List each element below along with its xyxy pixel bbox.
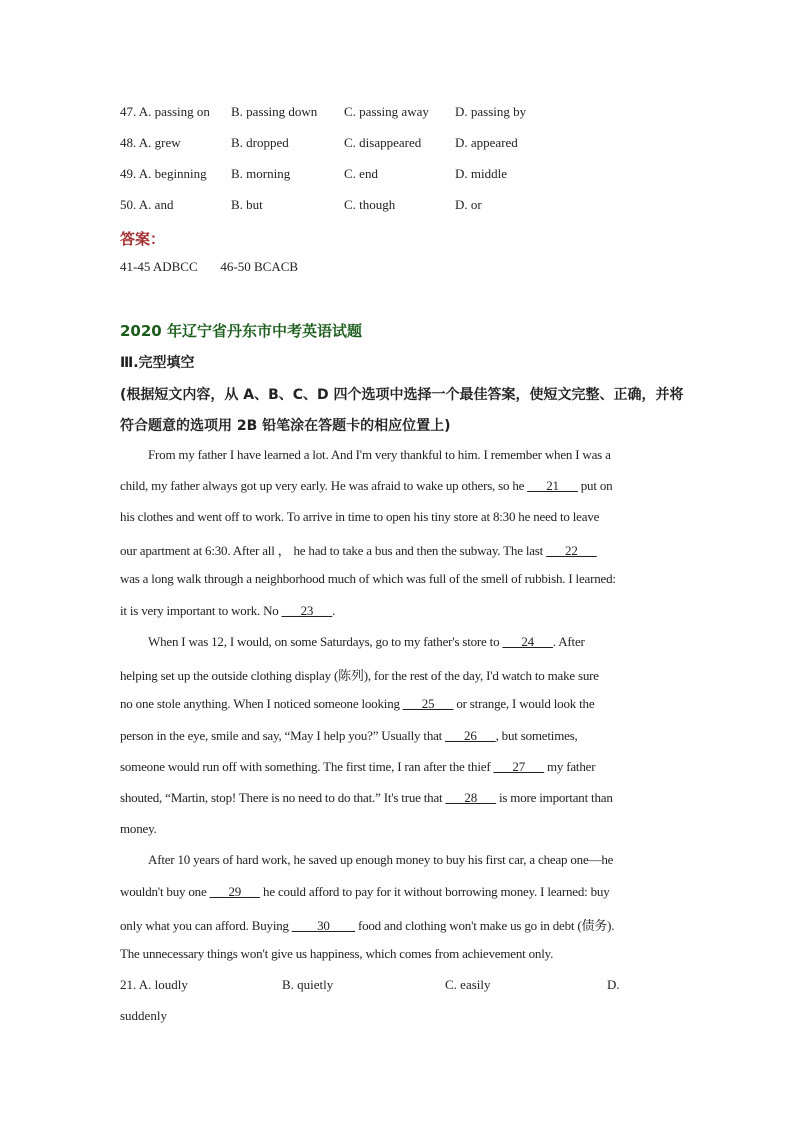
blank-24: ___24___	[502, 634, 553, 649]
section-title: 2020 年辽宁省丹东市中考英语试题	[120, 322, 362, 340]
passage-line: The unnecessary things won't give us happiness, which comes from achievement only.	[120, 946, 554, 961]
passage-line: person in the eye, smile and say, “May I help you?” Usually that ___26___, but sometimes,	[120, 728, 578, 743]
option-b: B. but	[231, 197, 263, 212]
blank-27: ___27___	[493, 759, 544, 774]
option-d: D. middle	[455, 166, 507, 181]
option-a: 48. A. grew	[120, 135, 181, 150]
answer-label: 答案：	[120, 230, 166, 248]
passage-line: money.	[120, 821, 157, 836]
blank-26: ___26___	[445, 728, 496, 743]
option-c: C. disappeared	[344, 135, 422, 150]
passage-line: only what you can afford. Buying ____30____ food and clothing won't make us go in debt (债务).	[120, 918, 615, 933]
blank-21: ___21___	[527, 478, 578, 493]
option-c: C. though	[344, 197, 396, 212]
option-b: B. dropped	[231, 135, 289, 150]
passage-line: helping set up the outside clothing display (陈列), for the rest of the day, I'd watch to make sure	[120, 668, 599, 683]
option-a: 47. A. passing on	[120, 104, 210, 119]
option-21-d-text: suddenly	[120, 1008, 167, 1023]
blank-22: ___22___	[546, 543, 597, 558]
answer-key: 41-45 ADBCC 46-50 BCACB	[120, 259, 299, 274]
option-d: D. appeared	[455, 135, 518, 150]
passage-line: child, my father always got up very early. He was afraid to wake up others, so he ___21___ put on	[120, 478, 613, 493]
option-b: B. passing down	[231, 104, 318, 119]
blank-28: ___28___	[445, 790, 496, 805]
instruction-line-1: (根据短文内容，从 A、B、C、D 四个选项中选择一个最佳答案，使短文完整、正确，并将	[120, 387, 684, 403]
blank-23: ___23___	[281, 603, 333, 618]
blank-25: ___25___	[402, 696, 454, 711]
instruction-line-2: 符合题意的选项用 2B 铅笔涂在答题卡的相应位置上)	[120, 418, 451, 434]
passage-line: was a long walk through a neighborhood much of which was full of the smell of rubbish. I learned:	[120, 571, 616, 586]
passage-line: When I was 12, I would, on some Saturdays, go to my father's store to ___24___. After	[148, 634, 585, 649]
option-a: 49. A. beginning	[120, 166, 207, 181]
option-d: D. passing by	[455, 104, 527, 119]
option-21-d: D.	[607, 977, 620, 992]
passage-line: it is very important to work. No ___23___.	[120, 603, 336, 618]
blank-29: ___29___	[209, 884, 260, 899]
passage-line: wouldn't buy one ___29___ he could afford to pay for it without borrowing money. I learned: buy	[120, 884, 610, 899]
passage-line: our apartment at 6:30. After all ， he had to take a bus and then the subway. The last ___22___	[120, 543, 597, 558]
option-d: D. or	[455, 197, 482, 212]
option-b: B. morning	[231, 166, 291, 181]
passage-line: no one stole anything. When I noticed someone looking ___25___ or strange, I would look the	[120, 696, 595, 711]
option-21-b: B. quietly	[282, 977, 334, 992]
blank-30: ____30____	[291, 918, 355, 933]
option-c: C. end	[344, 166, 378, 181]
passage-line: shouted, “Martin, stop! There is no need to do that.” It's true that ___28___ is more important than	[120, 790, 613, 805]
option-21-a: 21. A. loudly	[120, 977, 188, 992]
option-c: C. passing away	[344, 104, 429, 119]
option-21-c: C. easily	[445, 977, 491, 992]
passage-line: someone would run off with something. The first time, I ran after the thief ___27___ my father	[120, 759, 596, 774]
option-a: 50. A. and	[120, 197, 174, 212]
passage-line: From my father I have learned a lot. And I'm very thankful to him. I remember when I was a	[148, 447, 611, 462]
section-heading: Ⅲ.完型填空	[120, 355, 195, 371]
passage-line: After 10 years of hard work, he saved up enough money to buy his first car, a cheap one—he	[148, 852, 614, 867]
passage-line: his clothes and went off to work. To arrive in time to open his tiny store at 8:30 he need to leave	[120, 509, 600, 524]
